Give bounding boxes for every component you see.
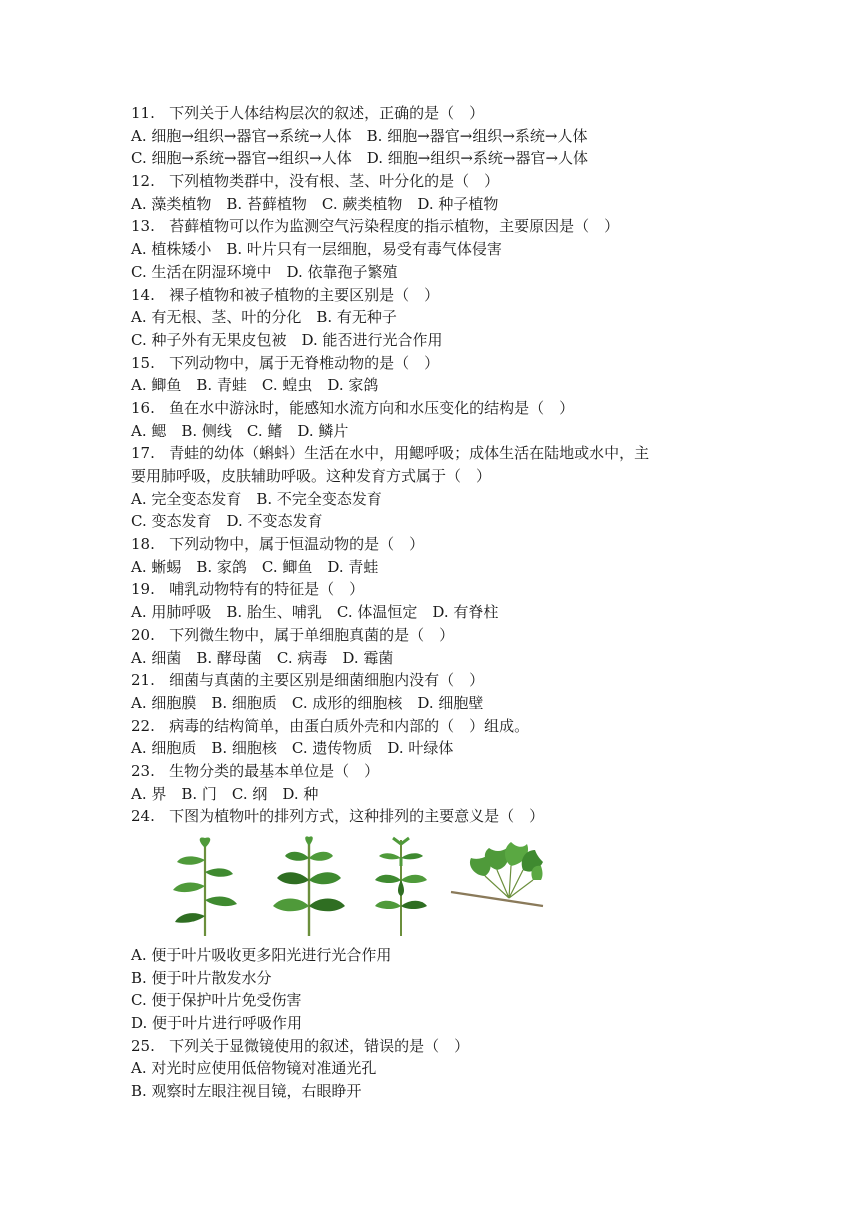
option-line: A. 便于叶片吸收更多阳光进行光合作用 (131, 946, 392, 964)
question-stem (131, 533, 743, 556)
question-number: 17. (131, 444, 155, 463)
question-17 (131, 442, 743, 533)
question-14 (131, 284, 743, 352)
question-stem (131, 760, 743, 783)
question-number: 24. (131, 807, 155, 826)
question-text: 苔藓植物可以作为监测空气污染程度的指示植物，主要原因是（ ） (169, 217, 620, 236)
question-19 (131, 578, 743, 623)
question-number: 23. (131, 761, 155, 780)
option-line: A. 有无根、茎、叶的分化 B. 有无种子 (131, 308, 397, 327)
question-text: 下列关于显微镜使用的叙述，错误的是（ ） (169, 1036, 470, 1055)
option-line: D. 便于叶片进行呼吸作用 (131, 1014, 303, 1033)
question-number: 25. (131, 1036, 155, 1055)
option-line: C. 便于保护叶片免受伤害 (131, 991, 302, 1010)
question-stem (131, 284, 743, 307)
question-21 (131, 669, 743, 714)
question-stem (131, 442, 743, 465)
question-number: 12. (131, 172, 155, 191)
question-text: 青蛙的幼体（蝌蚪）生活在水中，用鳃呼吸；成体生活在陆地或水中，主 (169, 444, 650, 463)
question-text: 下列微生物中，属于单细胞真菌的是（ ） (169, 625, 455, 644)
question-text: 生物分类的最基本单位是（ ） (169, 761, 380, 780)
question-stem (131, 624, 743, 647)
question-16 (131, 397, 743, 442)
question-list (131, 102, 743, 1103)
question-text: 鱼在水中游泳时，能感知水流方向和水压变化的结构是（ ） (169, 398, 575, 417)
question-number: 21. (131, 671, 155, 690)
question-24 (131, 805, 743, 1034)
question-23 (131, 760, 743, 805)
question-text: 下图为植物叶的排列方式，这种排列的主要意义是（ ） (169, 807, 545, 826)
option-line: A. 细菌 B. 酵母菌 C. 病毒 D. 霉菌 (131, 648, 394, 667)
question-stem (131, 170, 743, 193)
question-number: 20. (131, 625, 155, 644)
option-line: A. 蜥蜴 B. 家鸽 C. 鲫鱼 D. 青蛙 (131, 557, 379, 576)
question-13 (131, 215, 743, 283)
option-line: A. 对光时应使用低倍物镜对准通光孔 (131, 1059, 377, 1078)
question-text: 下列植物类群中，没有根、茎、叶分化的是（ ） (169, 172, 500, 191)
clustered-leaf-plant-image (449, 836, 545, 916)
question-text: 下列动物中，属于恒温动物的是（ ） (169, 535, 425, 554)
question-11 (131, 102, 743, 170)
option-line: A. 鲫鱼 B. 青蛙 C. 蝗虫 D. 家鸽 (131, 376, 379, 395)
whorled-leaf-plant-image (371, 836, 431, 938)
question-text: 细菌与真菌的主要区别是细菌细胞内没有（ ） (169, 671, 485, 690)
question-number: 11. (131, 104, 155, 122)
option-line: A. 植株矮小 B. 叶片只有一层细胞，易受有毒气体侵害 (131, 240, 502, 259)
question-stem (131, 669, 743, 692)
question-stem (131, 578, 743, 601)
question-stem (131, 102, 743, 125)
leaf-arrangement-figure (131, 832, 743, 944)
option-line: A. 用肺呼吸 B. 胎生、哺乳 C. 体温恒定 D. 有脊柱 (131, 603, 499, 622)
opposite-leaf-plant-image (269, 836, 349, 938)
question-text: 病毒的结构简单，由蛋白质外壳和内部的（ ）组成。 (169, 716, 530, 735)
option-line: A. 藻类植物 B. 苔藓植物 C. 蕨类植物 D. 种子植物 (131, 194, 499, 213)
question-15 (131, 352, 743, 397)
option-line: A. 细胞→组织→器官→系统→人体 B. 细胞→器官→组织→系统→人体 (131, 126, 588, 145)
option-line: A. 界 B. 门 C. 纲 D. 种 (131, 784, 319, 803)
option-line: C. 生活在阴湿环境中 D. 依靠孢子繁殖 (131, 262, 398, 281)
question-number: 15. (131, 353, 155, 372)
question-18 (131, 533, 743, 578)
question-20 (131, 624, 743, 669)
question-12 (131, 170, 743, 215)
question-number: 16. (131, 398, 155, 417)
question-number: 18. (131, 535, 155, 554)
option-line: A. 细胞质 B. 细胞核 C. 遗传物质 D. 叶绿体 (131, 739, 454, 758)
question-text: 下列关于人体结构层次的叙述，正确的是（ ） (169, 104, 485, 122)
question-number: 22. (131, 716, 155, 735)
question-text-continued: 要用肺呼吸，皮肤辅助呼吸。这种发育方式属于（ ） (131, 467, 492, 485)
question-text: 下列动物中，属于无脊椎动物的是（ ） (169, 353, 440, 372)
option-line: C. 细胞→系统→器官→组织→人体 D. 细胞→组织→系统→器官→人体 (131, 149, 589, 168)
question-stem (131, 397, 743, 420)
question-25 (131, 1035, 743, 1103)
question-text: 裸子植物和被子植物的主要区别是（ ） (169, 285, 440, 304)
question-stem (131, 215, 743, 238)
alternate-leaf-plant-image (169, 836, 241, 938)
question-text: 哺乳动物特有的特征是（ ） (169, 580, 365, 599)
option-line: C. 变态发育 D. 不变态发育 (131, 512, 323, 531)
question-stem (131, 805, 743, 828)
question-stem (131, 352, 743, 375)
option-line: A. 细胞膜 B. 细胞质 C. 成形的细胞核 D. 细胞壁 (131, 693, 484, 712)
question-number: 14. (131, 285, 155, 304)
question-22 (131, 715, 743, 760)
option-line: A. 鳃 B. 侧线 C. 鳍 D. 鳞片 (131, 421, 349, 440)
option-line: B. 观察时左眼注视目镜，右眼睁开 (131, 1082, 362, 1101)
option-line: A. 完全变态发育 B. 不完全变态发育 (131, 489, 382, 508)
option-line: C. 种子外有无果皮包被 D. 能否进行光合作用 (131, 330, 443, 349)
option-line: B. 便于叶片散发水分 (131, 968, 272, 987)
question-number: 19. (131, 580, 155, 599)
question-stem (131, 715, 743, 738)
question-number: 13. (131, 217, 155, 236)
question-stem (131, 1035, 743, 1058)
